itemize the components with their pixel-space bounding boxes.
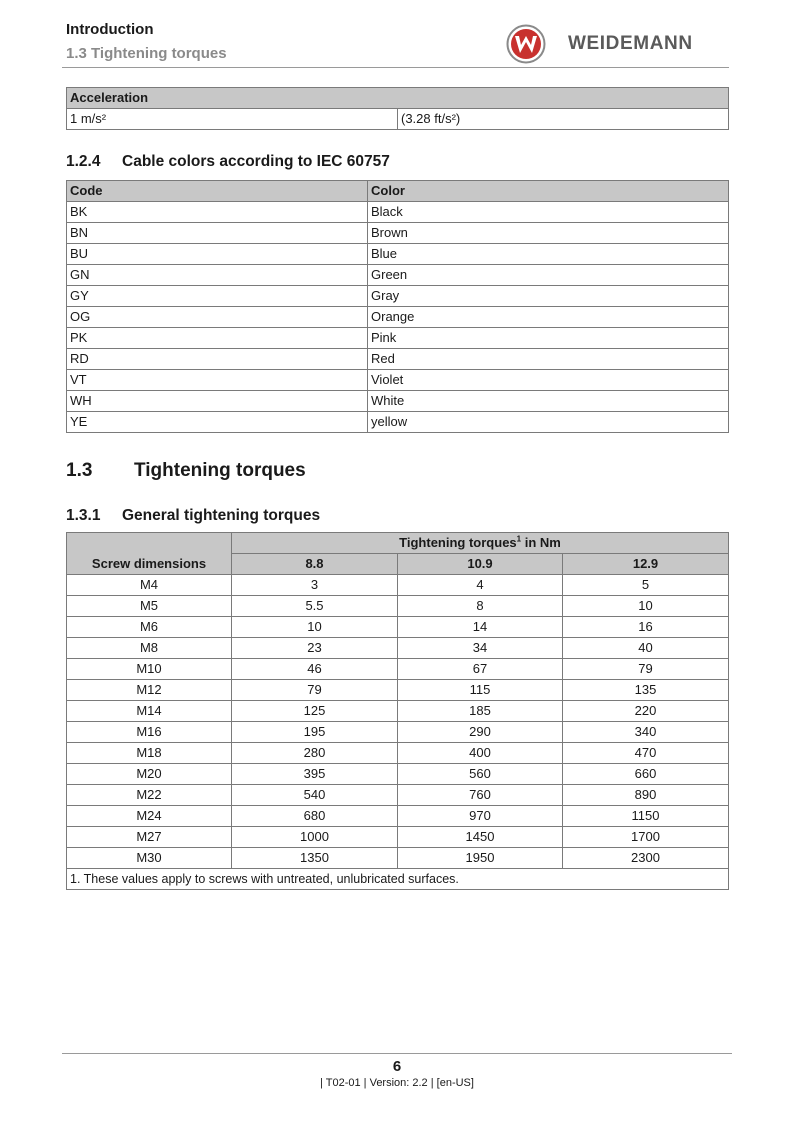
table-row <box>67 575 729 596</box>
screw-dimension-cell: M4 <box>67 575 232 596</box>
cable-colors-heading <box>66 153 390 171</box>
cable-code-cell: GY <box>67 286 368 307</box>
cable-color-cell: yellow <box>368 412 729 433</box>
table-row <box>67 680 729 701</box>
table-row <box>67 244 729 265</box>
column-header-color: Color <box>368 181 729 202</box>
cable-colors-table <box>66 180 729 433</box>
torque-8-8-cell: 540 <box>232 785 398 806</box>
torque-8-8-cell: 395 <box>232 764 398 785</box>
torque-10-9-cell: 185 <box>398 701 563 722</box>
cable-code-cell: BK <box>67 202 368 223</box>
table-row <box>67 617 729 638</box>
table-row <box>67 265 729 286</box>
tightening-torques-table <box>66 532 729 890</box>
column-header-grade-8-8: 8.8 <box>232 554 398 575</box>
torque-12-9-cell: 1150 <box>563 806 729 827</box>
acceleration-header: Acceleration <box>67 88 729 109</box>
screw-dimension-cell: M27 <box>67 827 232 848</box>
screw-dimension-cell: M24 <box>67 806 232 827</box>
torque-12-9-cell: 40 <box>563 638 729 659</box>
table-row <box>67 722 729 743</box>
cable-color-cell: Gray <box>368 286 729 307</box>
cable-color-cell: Green <box>368 265 729 286</box>
column-header-grade-12-9: 12.9 <box>563 554 729 575</box>
header-chapter-title: Introduction <box>66 21 154 38</box>
cable-color-cell: White <box>368 391 729 412</box>
screw-dimension-cell: M18 <box>67 743 232 764</box>
torque-12-9-cell: 890 <box>563 785 729 806</box>
cable-code-cell: YE <box>67 412 368 433</box>
table-footnote: 1. These values apply to screws with untreated, unlubricated surfaces. <box>67 869 729 890</box>
table-row <box>67 328 729 349</box>
table-row <box>67 349 729 370</box>
table-row <box>67 307 729 328</box>
cable-color-cell: Orange <box>368 307 729 328</box>
table-row <box>67 223 729 244</box>
torque-12-9-cell: 340 <box>563 722 729 743</box>
table-row <box>67 827 729 848</box>
torque-10-9-cell: 115 <box>398 680 563 701</box>
acceleration-table <box>66 87 729 130</box>
torque-8-8-cell: 195 <box>232 722 398 743</box>
torque-10-9-cell: 970 <box>398 806 563 827</box>
section-number: 1.3 <box>66 460 93 481</box>
section-title: General tightening torques <box>122 507 321 524</box>
acceleration-imperial: (3.28 ft/s²) <box>398 109 729 130</box>
torque-8-8-cell: 680 <box>232 806 398 827</box>
torque-10-9-cell: 290 <box>398 722 563 743</box>
column-header-screw-dimensions: Screw dimensions <box>67 533 232 575</box>
screw-dimension-cell: M30 <box>67 848 232 869</box>
brand-wordmark: WEIDEMANN <box>568 33 693 54</box>
cable-code-cell: PK <box>67 328 368 349</box>
footer-divider <box>62 1053 732 1054</box>
torque-8-8-cell: 1350 <box>232 848 398 869</box>
table-row <box>67 391 729 412</box>
cable-code-cell: BU <box>67 244 368 265</box>
weidemann-logo <box>506 24 693 64</box>
section-title: Cable colors according to IEC 60757 <box>122 153 390 170</box>
torque-12-9-cell: 5 <box>563 575 729 596</box>
torque-8-8-cell: 23 <box>232 638 398 659</box>
torque-12-9-cell: 1700 <box>563 827 729 848</box>
torque-12-9-cell: 16 <box>563 617 729 638</box>
table-row <box>67 806 729 827</box>
torque-12-9-cell: 660 <box>563 764 729 785</box>
cable-color-cell: Black <box>368 202 729 223</box>
table-row <box>67 286 729 307</box>
torque-8-8-cell: 280 <box>232 743 398 764</box>
torque-12-9-cell: 135 <box>563 680 729 701</box>
column-header-grade-10-9: 10.9 <box>398 554 563 575</box>
group-header-label: Tightening torques <box>399 535 517 550</box>
cable-code-cell: VT <box>67 370 368 391</box>
torque-8-8-cell: 5.5 <box>232 596 398 617</box>
screw-dimension-cell: M16 <box>67 722 232 743</box>
table-row <box>67 596 729 617</box>
torque-10-9-cell: 4 <box>398 575 563 596</box>
torque-12-9-cell: 2300 <box>563 848 729 869</box>
torque-10-9-cell: 400 <box>398 743 563 764</box>
table-row <box>67 848 729 869</box>
table-row <box>67 202 729 223</box>
column-header-code: Code <box>67 181 368 202</box>
cable-color-cell: Brown <box>368 223 729 244</box>
torque-8-8-cell: 125 <box>232 701 398 722</box>
torque-8-8-cell: 79 <box>232 680 398 701</box>
screw-dimension-cell: M5 <box>67 596 232 617</box>
torque-12-9-cell: 79 <box>563 659 729 680</box>
torque-10-9-cell: 14 <box>398 617 563 638</box>
cable-color-cell: Blue <box>368 244 729 265</box>
torque-10-9-cell: 760 <box>398 785 563 806</box>
torque-10-9-cell: 34 <box>398 638 563 659</box>
document-info: | T02-01 | Version: 2.2 | [en-US] <box>320 1077 474 1089</box>
torque-10-9-cell: 67 <box>398 659 563 680</box>
screw-dimension-cell: M14 <box>67 701 232 722</box>
section-number: 1.2.4 <box>66 153 101 170</box>
general-torques-heading <box>66 507 320 525</box>
torque-12-9-cell: 220 <box>563 701 729 722</box>
table-row <box>67 659 729 680</box>
torque-10-9-cell: 8 <box>398 596 563 617</box>
header-divider <box>62 67 729 68</box>
footnote-marker: 1 <box>516 534 522 544</box>
cable-code-cell: GN <box>67 265 368 286</box>
table-row <box>67 764 729 785</box>
cable-code-cell: WH <box>67 391 368 412</box>
cable-code-cell: RD <box>67 349 368 370</box>
torque-8-8-cell: 3 <box>232 575 398 596</box>
table-row <box>67 370 729 391</box>
torque-8-8-cell: 1000 <box>232 827 398 848</box>
screw-dimension-cell: M22 <box>67 785 232 806</box>
column-group-header <box>232 533 729 554</box>
cable-color-cell: Red <box>368 349 729 370</box>
table-row <box>67 638 729 659</box>
torque-12-9-cell: 10 <box>563 596 729 617</box>
table-row <box>67 701 729 722</box>
cable-code-cell: OG <box>67 307 368 328</box>
acceleration-metric: 1 m/s² <box>67 109 398 130</box>
torque-8-8-cell: 10 <box>232 617 398 638</box>
cable-color-cell: Violet <box>368 370 729 391</box>
group-header-unit: in Nm <box>521 535 561 550</box>
screw-dimension-cell: M10 <box>67 659 232 680</box>
page-number: 6 <box>392 1058 402 1075</box>
screw-dimension-cell: M20 <box>67 764 232 785</box>
torque-10-9-cell: 1450 <box>398 827 563 848</box>
screw-dimension-cell: M8 <box>67 638 232 659</box>
table-row <box>67 785 729 806</box>
torque-10-9-cell: 1950 <box>398 848 563 869</box>
cable-color-cell: Pink <box>368 328 729 349</box>
section-number: 1.3.1 <box>66 507 101 524</box>
table-row <box>67 743 729 764</box>
torque-8-8-cell: 46 <box>232 659 398 680</box>
torque-10-9-cell: 560 <box>398 764 563 785</box>
torque-12-9-cell: 470 <box>563 743 729 764</box>
table-row <box>67 412 729 433</box>
header-section-title: 1.3 Tightening torques <box>66 45 227 62</box>
cable-code-cell: BN <box>67 223 368 244</box>
screw-dimension-cell: M6 <box>67 617 232 638</box>
section-title: Tightening torques <box>134 460 306 481</box>
screw-dimension-cell: M12 <box>67 680 232 701</box>
weidemann-w-emblem-icon <box>506 24 546 64</box>
tightening-torques-heading <box>66 460 306 482</box>
